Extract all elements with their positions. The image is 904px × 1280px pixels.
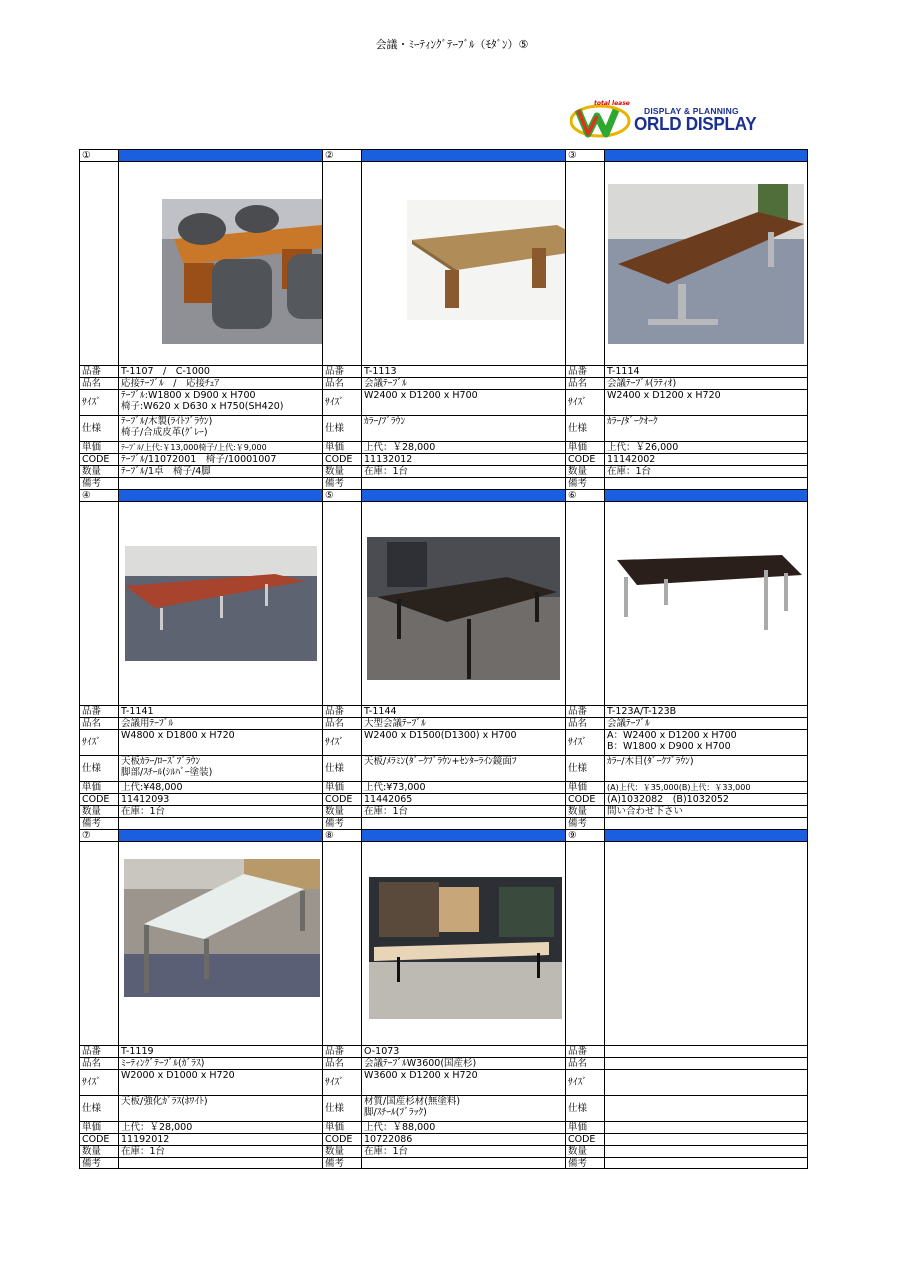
label-hinban: 品番 (322, 1045, 361, 1057)
label-shiyou: 仕様 (79, 415, 118, 441)
value-suuryou: 在庫：1台 (361, 465, 565, 477)
value-bikou (604, 477, 808, 489)
value-bikou (604, 817, 808, 829)
label-size: ｻｲｽﾞ (565, 1069, 604, 1095)
label-tanka: 単価 (79, 441, 118, 453)
photo-label-cell (322, 501, 361, 705)
item-header-bar (361, 149, 565, 161)
item-header-bar (361, 489, 565, 501)
product-photo (367, 537, 560, 680)
label-hinmei: 品名 (79, 1057, 118, 1069)
value-hinmei: 会議用ﾃｰﾌﾞﾙ (118, 717, 322, 729)
label-hinban: 品番 (565, 365, 604, 377)
label-size: ｻｲｽﾞ (322, 389, 361, 415)
value-tanka: ﾃｰﾌﾞﾙ/上代:￥13,000椅子/上代:￥9,000 (118, 441, 322, 453)
label-shiyou: 仕様 (565, 755, 604, 781)
item-header-bar (118, 149, 322, 161)
label-code: CODE (322, 453, 361, 465)
value-code: 11142002 (604, 453, 808, 465)
label-shiyou: 仕様 (79, 1095, 118, 1121)
logo-small-text: total lease (594, 100, 630, 107)
value-tanka: 上代：￥28,000 (361, 441, 565, 453)
value-hinmei: 会議ﾃｰﾌﾞﾙW3600(国産杉) (361, 1057, 565, 1069)
value-shiyou (118, 755, 322, 781)
label-size: ｻｲｽﾞ (565, 389, 604, 415)
label-size: ｻｲｽﾞ (79, 389, 118, 415)
label-hinmei: 品名 (79, 717, 118, 729)
label-bikou: 備考 (79, 477, 118, 489)
label-suuryou: 数量 (322, 1145, 361, 1157)
label-shiyou: 仕様 (79, 755, 118, 781)
item-header-bar (604, 829, 808, 841)
label-hinban: 品番 (79, 365, 118, 377)
photo-label-cell (565, 161, 604, 365)
photo-label-cell (79, 841, 118, 1045)
value-hinban: T-1113 (361, 365, 565, 377)
label-suuryou: 数量 (565, 1145, 604, 1157)
label-suuryou: 数量 (565, 805, 604, 817)
value-shiyou-line: 脚部/ｽﾁｰﾙ(ｼﾙﾊﾞｰ塗装) (121, 767, 213, 778)
value-bikou (118, 817, 322, 829)
label-hinmei: 品名 (79, 377, 118, 389)
value-bikou (604, 1157, 808, 1169)
label-size: ｻｲｽﾞ (79, 729, 118, 755)
label-hinmei: 品名 (322, 377, 361, 389)
value-hinmei: 応接ﾃｰﾌﾞﾙ / 応接ﾁｪｱ (118, 377, 322, 389)
value-code: 11192012 (118, 1133, 322, 1145)
product-catalog-table (79, 149, 808, 1169)
item-number: ③ (565, 149, 604, 161)
item-number: ⑥ (565, 489, 604, 501)
label-bikou: 備考 (79, 1157, 118, 1169)
label-hinmei: 品名 (565, 1057, 604, 1069)
value-hinban: T-1119 (118, 1045, 322, 1057)
label-tanka: 単価 (565, 441, 604, 453)
value-code: ﾃｰﾌﾞﾙ/11072001 椅子/10001007 (118, 453, 322, 465)
label-shiyou: 仕様 (322, 755, 361, 781)
value-tanka (604, 1121, 808, 1133)
item-header-bar (604, 149, 808, 161)
photo-label-cell (79, 501, 118, 705)
value-tanka: 上代：￥28,000 (118, 1121, 322, 1133)
label-hinban: 品番 (79, 1045, 118, 1057)
value-bikou (118, 477, 322, 489)
product-photo (612, 555, 807, 650)
value-shiyou (604, 1095, 808, 1121)
label-code: CODE (79, 1133, 118, 1145)
logo-w-mark (570, 102, 636, 140)
value-suuryou: 在庫：1台 (361, 805, 565, 817)
page-title: 会議・ﾐｰﾃｨﾝｸﾞﾃｰﾌﾞﾙ（ﾓﾀﾞﾝ）⑤ (375, 38, 529, 51)
value-hinban: T-1144 (361, 705, 565, 717)
product-photo (608, 184, 804, 344)
value-size (118, 389, 322, 415)
item-number: ⑦ (79, 829, 118, 841)
label-suuryou: 数量 (79, 465, 118, 477)
value-size-line: W2400 x D1200 x H700 (364, 390, 478, 401)
value-tanka: 上代：￥26,000 (604, 441, 808, 453)
value-hinmei: 大型会議ﾃｰﾌﾞﾙ (361, 717, 565, 729)
label-size: ｻｲｽﾞ (79, 1069, 118, 1095)
value-suuryou: 問い合わせ下さい (604, 805, 808, 817)
value-shiyou-line: 椅子/合成皮革(ｸﾞﾚｰ) (121, 427, 208, 438)
value-shiyou (361, 755, 565, 781)
label-shiyou: 仕様 (322, 1095, 361, 1121)
label-bikou: 備考 (565, 477, 604, 489)
product-photo (369, 877, 562, 1019)
value-code (604, 1133, 808, 1145)
label-hinmei: 品名 (322, 1057, 361, 1069)
label-shiyou: 仕様 (322, 415, 361, 441)
value-hinmei: 会議ﾃｰﾌﾞﾙ (361, 377, 565, 389)
label-shiyou: 仕様 (565, 415, 604, 441)
value-size-line: W3600 x D1200 x H720 (364, 1070, 478, 1081)
photo-cell (361, 161, 565, 365)
value-suuryou (604, 1145, 808, 1157)
value-hinban: O-1073 (361, 1045, 565, 1057)
value-shiyou-line: ｶﾗｰ/木目(ﾀﾞｰｸﾌﾞﾗｳﾝ) (607, 756, 694, 767)
label-bikou: 備考 (565, 1157, 604, 1169)
item-number: ① (79, 149, 118, 161)
value-hinmei: 会議ﾃｰﾌﾞﾙ (604, 717, 808, 729)
value-size-line: W2400 x D1500(D1300) x H700 (364, 730, 517, 741)
value-shiyou-line: ｶﾗｰ/ﾌﾞﾗｳﾝ (364, 416, 406, 427)
label-bikou: 備考 (565, 817, 604, 829)
photo-cell (361, 841, 565, 1045)
label-suuryou: 数量 (79, 1145, 118, 1157)
value-hinmei (604, 1057, 808, 1069)
label-suuryou: 数量 (322, 465, 361, 477)
value-bikou (361, 1157, 565, 1169)
photo-cell (604, 841, 808, 1045)
value-size-line: A：W2400 x D1200 x H700 (607, 730, 737, 741)
value-hinban: T-123A/T-123B (604, 705, 808, 717)
value-tanka: 上代：￥88,000 (361, 1121, 565, 1133)
label-hinmei: 品名 (322, 717, 361, 729)
label-code: CODE (322, 1133, 361, 1145)
value-shiyou-line: 材質/国産杉材(無塗料) (364, 1096, 461, 1107)
value-bikou (361, 477, 565, 489)
label-code: CODE (322, 793, 361, 805)
label-tanka: 単価 (322, 1121, 361, 1133)
value-suuryou: 在庫：1台 (118, 805, 322, 817)
logo-tagline: DISPLAY & PLANNING (644, 106, 739, 116)
value-size-line: W2400 x D1200 x H720 (607, 390, 721, 401)
label-hinban: 品番 (79, 705, 118, 717)
item-header-bar (118, 489, 322, 501)
value-size (361, 729, 565, 755)
label-tanka: 単価 (565, 1121, 604, 1133)
value-size-line: 椅子:W620 x D630 x H750(SH420) (121, 401, 284, 412)
item-header-bar (604, 489, 808, 501)
item-number: ⑤ (322, 489, 361, 501)
value-hinban (604, 1045, 808, 1057)
photo-label-cell (79, 161, 118, 365)
value-bikou (361, 817, 565, 829)
label-hinmei: 品名 (565, 717, 604, 729)
value-bikou (118, 1157, 322, 1169)
label-size: ｻｲｽﾞ (322, 1069, 361, 1095)
photo-cell (604, 501, 808, 705)
label-code: CODE (79, 793, 118, 805)
item-number: ⑧ (322, 829, 361, 841)
label-code: CODE (565, 1133, 604, 1145)
label-bikou: 備考 (322, 477, 361, 489)
value-shiyou (604, 755, 808, 781)
value-hinban: T-1141 (118, 705, 322, 717)
label-hinmei: 品名 (565, 377, 604, 389)
label-code: CODE (565, 793, 604, 805)
value-shiyou-line: 脚/ｽﾁｰﾙ(ﾌﾞﾗｯｸ) (364, 1107, 427, 1118)
value-size (118, 1069, 322, 1095)
value-code: 11412093 (118, 793, 322, 805)
label-tanka: 単価 (79, 1121, 118, 1133)
photo-cell (118, 161, 322, 365)
photo-cell (118, 841, 322, 1045)
label-hinban: 品番 (565, 705, 604, 717)
label-tanka: 単価 (322, 441, 361, 453)
value-shiyou-line: 天板ｶﾗｰ/ﾛｰｽﾞﾌﾞﾗｳﾝ (121, 756, 201, 767)
product-photo (125, 546, 317, 661)
photo-label-cell (322, 841, 361, 1045)
value-hinban: T-1114 (604, 365, 808, 377)
value-shiyou-line: ﾃｰﾌﾞﾙ/木製(ﾗｲﾄﾌﾞﾗｳﾝ) (121, 416, 213, 427)
value-tanka: 上代:¥73,000 (361, 781, 565, 793)
photo-label-cell (565, 501, 604, 705)
value-size-line: B：W1800 x D900 x H700 (607, 741, 731, 752)
value-tanka: (A)上代：￥35,000(B)上代：￥33,000 (604, 781, 808, 793)
value-shiyou (361, 1095, 565, 1121)
value-code: (A)1032082 (B)1032052 (604, 793, 808, 805)
label-hinban: 品番 (565, 1045, 604, 1057)
value-shiyou (361, 415, 565, 441)
value-shiyou (604, 415, 808, 441)
label-tanka: 単価 (322, 781, 361, 793)
value-tanka: 上代:¥48,000 (118, 781, 322, 793)
photo-cell (361, 501, 565, 705)
value-hinmei: 会議ﾃｰﾌﾞﾙ(ﾗﾃｨｵ) (604, 377, 808, 389)
logo-wordmark: ORLD DISPLAY (634, 114, 757, 134)
value-suuryou: 在庫：1台 (604, 465, 808, 477)
label-suuryou: 数量 (322, 805, 361, 817)
value-size (604, 729, 808, 755)
value-size (604, 1069, 808, 1095)
label-shiyou: 仕様 (565, 1095, 604, 1121)
value-size (361, 389, 565, 415)
label-suuryou: 数量 (79, 805, 118, 817)
product-photo (124, 859, 320, 997)
value-code: 10722086 (361, 1133, 565, 1145)
value-code: 11132012 (361, 453, 565, 465)
photo-label-cell (565, 841, 604, 1045)
value-size (118, 729, 322, 755)
value-size-line: W2000 x D1000 x H720 (121, 1070, 235, 1081)
value-size-line: ﾃｰﾌﾞﾙ:W1800 x D900 x H700 (121, 390, 256, 401)
photo-label-cell (322, 161, 361, 365)
item-header-bar (361, 829, 565, 841)
value-suuryou: 在庫：1台 (118, 1145, 322, 1157)
label-size: ｻｲｽﾞ (322, 729, 361, 755)
value-size (604, 389, 808, 415)
photo-cell (604, 161, 808, 365)
value-shiyou-line: 天板/強化ｶﾞﾗｽ(ﾎﾜｲﾄ) (121, 1096, 208, 1107)
product-photo (162, 199, 322, 344)
label-bikou: 備考 (79, 817, 118, 829)
label-code: CODE (565, 453, 604, 465)
value-hinban: T-1107 / C-1000 (118, 365, 322, 377)
label-bikou: 備考 (322, 1157, 361, 1169)
label-bikou: 備考 (322, 817, 361, 829)
photo-cell (118, 501, 322, 705)
label-hinban: 品番 (322, 365, 361, 377)
item-number: ⑨ (565, 829, 604, 841)
value-hinmei: ﾐｰﾃｨﾝｸﾞﾃｰﾌﾞﾙ(ｶﾞﾗｽ) (118, 1057, 322, 1069)
value-shiyou-line: ｶﾗｰ/ﾀﾞｰｸｵｰｸ (607, 416, 658, 427)
label-size: ｻｲｽﾞ (565, 729, 604, 755)
label-tanka: 単価 (79, 781, 118, 793)
value-suuryou: ﾃｰﾌﾞﾙ/1卓 椅子/4脚 (118, 465, 322, 477)
value-code: 11442065 (361, 793, 565, 805)
label-tanka: 単価 (565, 781, 604, 793)
value-size (361, 1069, 565, 1095)
label-suuryou: 数量 (565, 465, 604, 477)
item-header-bar (118, 829, 322, 841)
item-number: ④ (79, 489, 118, 501)
value-shiyou (118, 1095, 322, 1121)
value-suuryou: 在庫：1台 (361, 1145, 565, 1157)
value-size-line: W4800 x D1800 x H720 (121, 730, 235, 741)
value-shiyou-line: 天板/ﾒﾗﾐﾝ(ﾀﾞｰｸﾌﾞﾗｳﾝ+ｾﾝﾀｰﾗｲﾝ鏡面ﾌ (364, 756, 517, 767)
label-code: CODE (79, 453, 118, 465)
product-photo (407, 200, 565, 320)
value-shiyou (118, 415, 322, 441)
label-hinban: 品番 (322, 705, 361, 717)
company-logo (570, 100, 810, 142)
item-number: ② (322, 149, 361, 161)
